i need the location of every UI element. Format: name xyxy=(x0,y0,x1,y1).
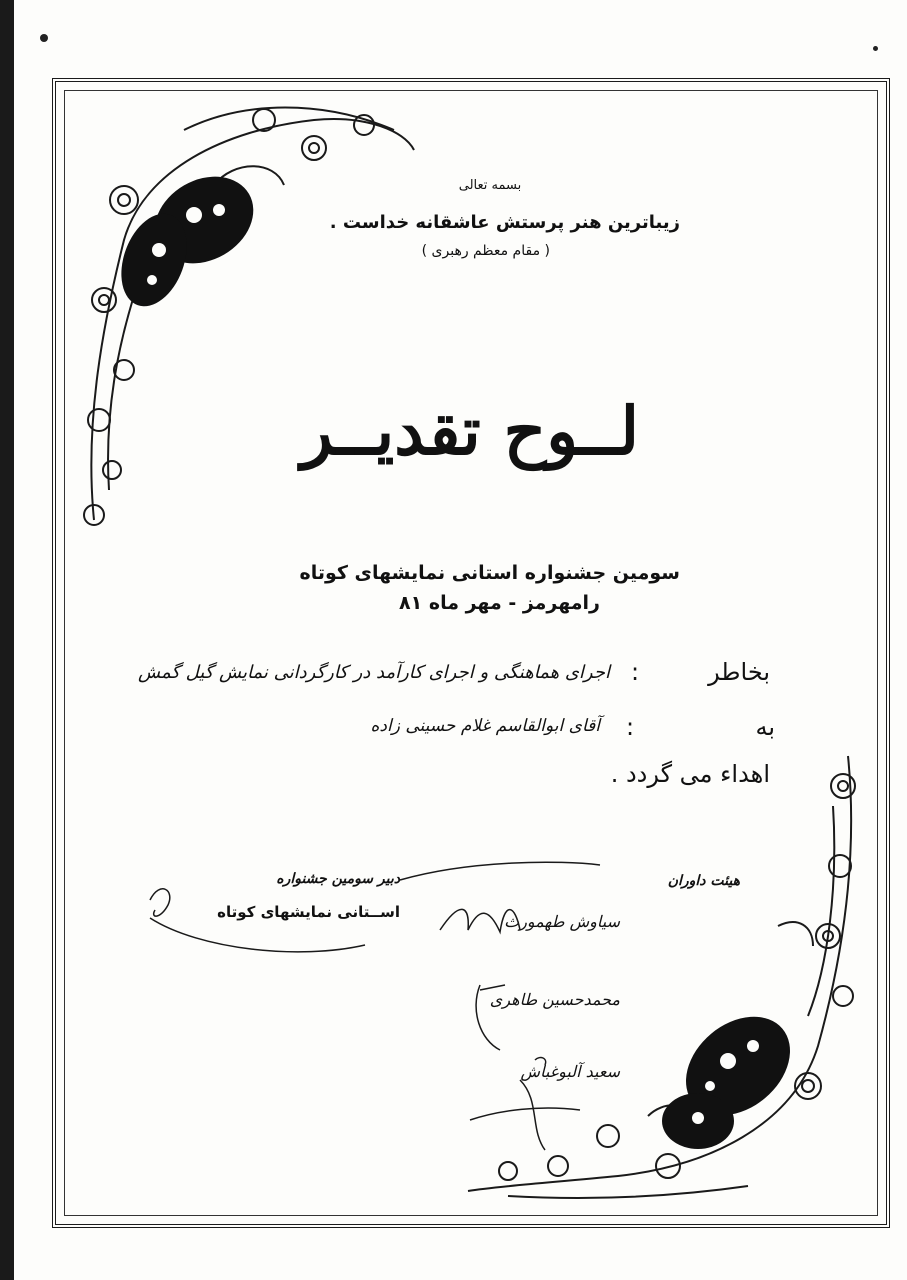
reason-colon: : xyxy=(630,658,640,686)
certificate-title: لــوح تقدیــر xyxy=(300,392,640,470)
recipient-label: به xyxy=(755,713,775,741)
bismillah-heading: بسمه تعالی xyxy=(458,178,522,193)
epigraph-quote: زیباترین هنر پرستش عاشقانه خداست . xyxy=(329,212,680,233)
judge2-signature-scribble xyxy=(476,985,505,1050)
secretary-signature-scribble xyxy=(150,889,365,952)
quote-attribution: ( مقام معظم رهبری ) xyxy=(421,243,550,259)
reason-label: بخاطر xyxy=(708,658,770,686)
festival-name: سومین جشنواره استانی نمایشهای کوتاه xyxy=(299,562,680,584)
place-and-date: رامهرمز - مهر ماه ۸۱ xyxy=(399,592,600,614)
judge-signature-name: محمدحسین طاهری xyxy=(489,990,620,1009)
recipient-handwritten-name: آقای ابوالقاسم غلام حسینی زاده xyxy=(370,716,600,736)
judge1-signature-scribble xyxy=(400,862,600,932)
judge3-signature-scribble xyxy=(470,1058,580,1150)
recipient-colon: : xyxy=(625,713,635,741)
judge-signature-name: سیاوش طهمورث xyxy=(504,912,620,931)
closing-phrase: اهداء می گردد . xyxy=(610,760,770,788)
secretary-title-line1: دبیر سومین جشنواره xyxy=(276,871,400,887)
jury-label: هیئت داوران xyxy=(667,873,740,889)
secretary-title-line2: اســتانی نمایشهای کوتاه xyxy=(217,903,400,921)
reason-handwritten-text: اجرای هماهنگی و اجرای کارآمد در کارگردانی نمایش گیل گمش xyxy=(138,662,610,683)
judge-signature-name: سعید آلبوغباش xyxy=(520,1062,620,1081)
